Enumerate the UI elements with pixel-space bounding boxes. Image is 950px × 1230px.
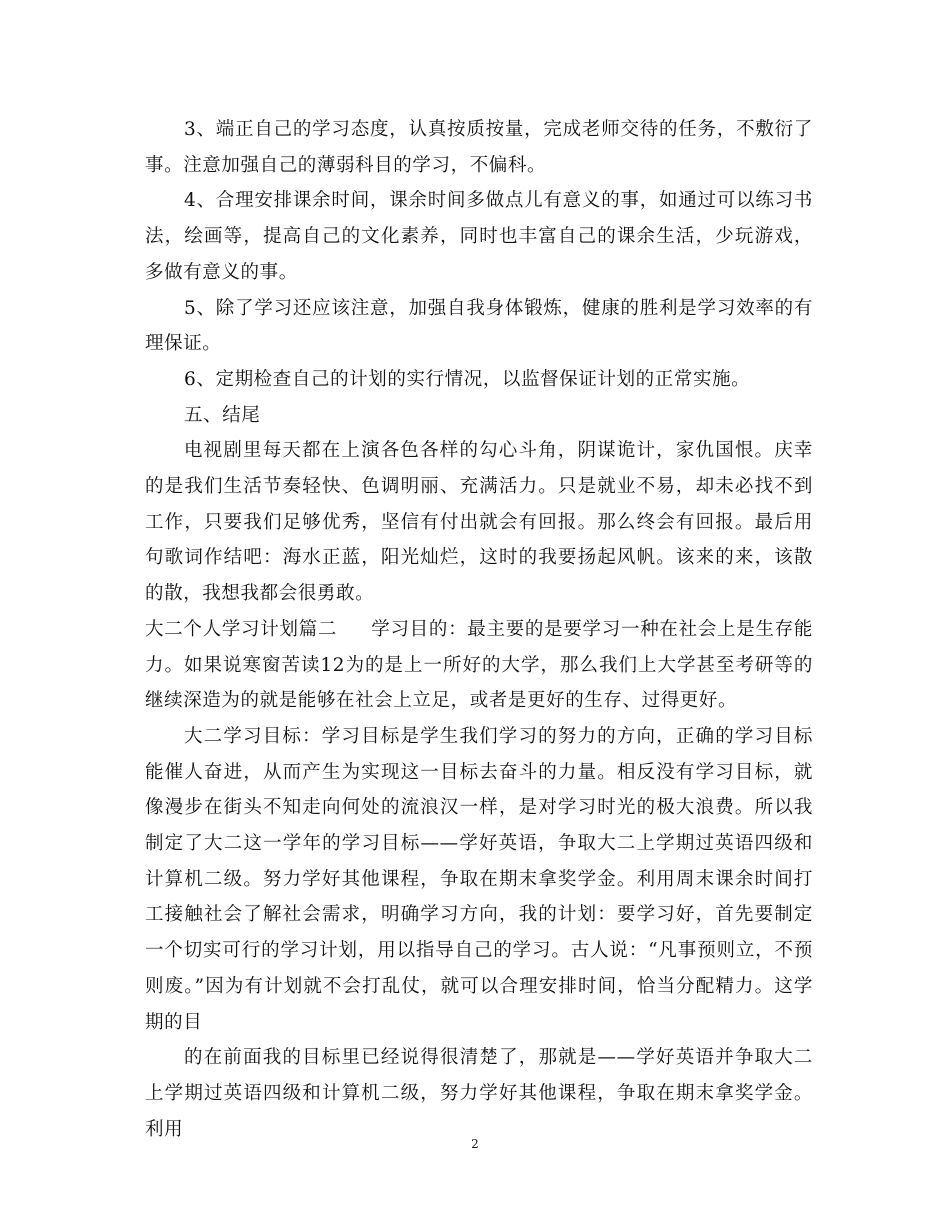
paragraph-item-6: 6、定期检查自己的计划的实行情况，以监督保证计划的正常实施。 bbox=[184, 368, 751, 390]
document-body bbox=[145, 112, 813, 1147]
article-two-purpose: 学习目的：最主要的是要学习一种在社会上是生存能力。如果说寒窗苦读12为的是上一所好的大学，那么我们上大学甚至考研等的继续深造为的就是能够在社会上立足，或者是更好的生存、过得更好。 bbox=[145, 618, 813, 712]
section-heading-conclusion: 五、结尾 bbox=[184, 404, 261, 426]
paragraph-item-3: 3、端正自己的学习态度，认真按质按量，完成老师交待的任务，不敷衍了事。注意加强自己的薄弱科目的学习，不偏科。 bbox=[145, 119, 813, 176]
page-number: 2 bbox=[471, 1137, 479, 1151]
paragraph-item-5: 5、除了学习还应该注意，加强自我身体锻炼，健康的胜利是学习效率的有理保证。 bbox=[145, 297, 813, 355]
paragraph-item-4: 4、合理安排课余时间，课余时间多做点儿有意义的事，如通过可以练习书法，绘画等，提高自己的文化素养，同时也丰富自己的课余生活，少玩游戏，多做有意义的事。 bbox=[145, 190, 813, 283]
paragraph-article-two bbox=[145, 612, 813, 719]
article-two-title: 大二个人学习计划篇二 bbox=[145, 618, 338, 640]
paragraph-conclusion: 电视剧里每天都在上演各色各样的勾心斗角，阴谋诡计，家仇国恨。庆幸的是我们生活节奏轻快、色调明丽、充满活力。只是就业不易，却未必找不到工作，只要我们足够优秀，坚信有付出就会有回报。那么终会有回报。最后用句歌词作结吧：海水正蓝，阳光灿烂，这时的我要扬起风帆。该来的来，该散的散，我想我都会很勇敢。 bbox=[145, 440, 813, 605]
paragraph-goals-continued: 的在前面我的目标里已经说得很清楚了，那就是——学好英语并争取大二上学期过英语四级和计算机二级，努力学好其他课程，争取在期末拿奖学金。利用 bbox=[145, 1047, 813, 1140]
paragraph-goals: 大二学习目标：学习目标是学生我们学习的努力的方向，正确的学习目标能催人奋进，从而产生为实现这一目标去奋斗的力量。相反没有学习目标，就像漫步在街头不知走向何处的流浪汉一样，是对学习时光的极大浪费。所以我制定了大二这一学年的学习目标——学好英语，争取大二上学期过英语四级和计算机二级。努力学好其他课程，争取在期末拿奖学金。利用周末课余时间打工接触社会了解社会需求，明确学习方向，我的计划：要学习好，首先要制定一个切实可行的学习计划，用以指导自己的学习。古人说：“凡事预则立，不预则废。”因为有计划就不会打乱仗，就可以合理安排时间，恰当分配精力。这学期的目 bbox=[145, 725, 813, 1033]
